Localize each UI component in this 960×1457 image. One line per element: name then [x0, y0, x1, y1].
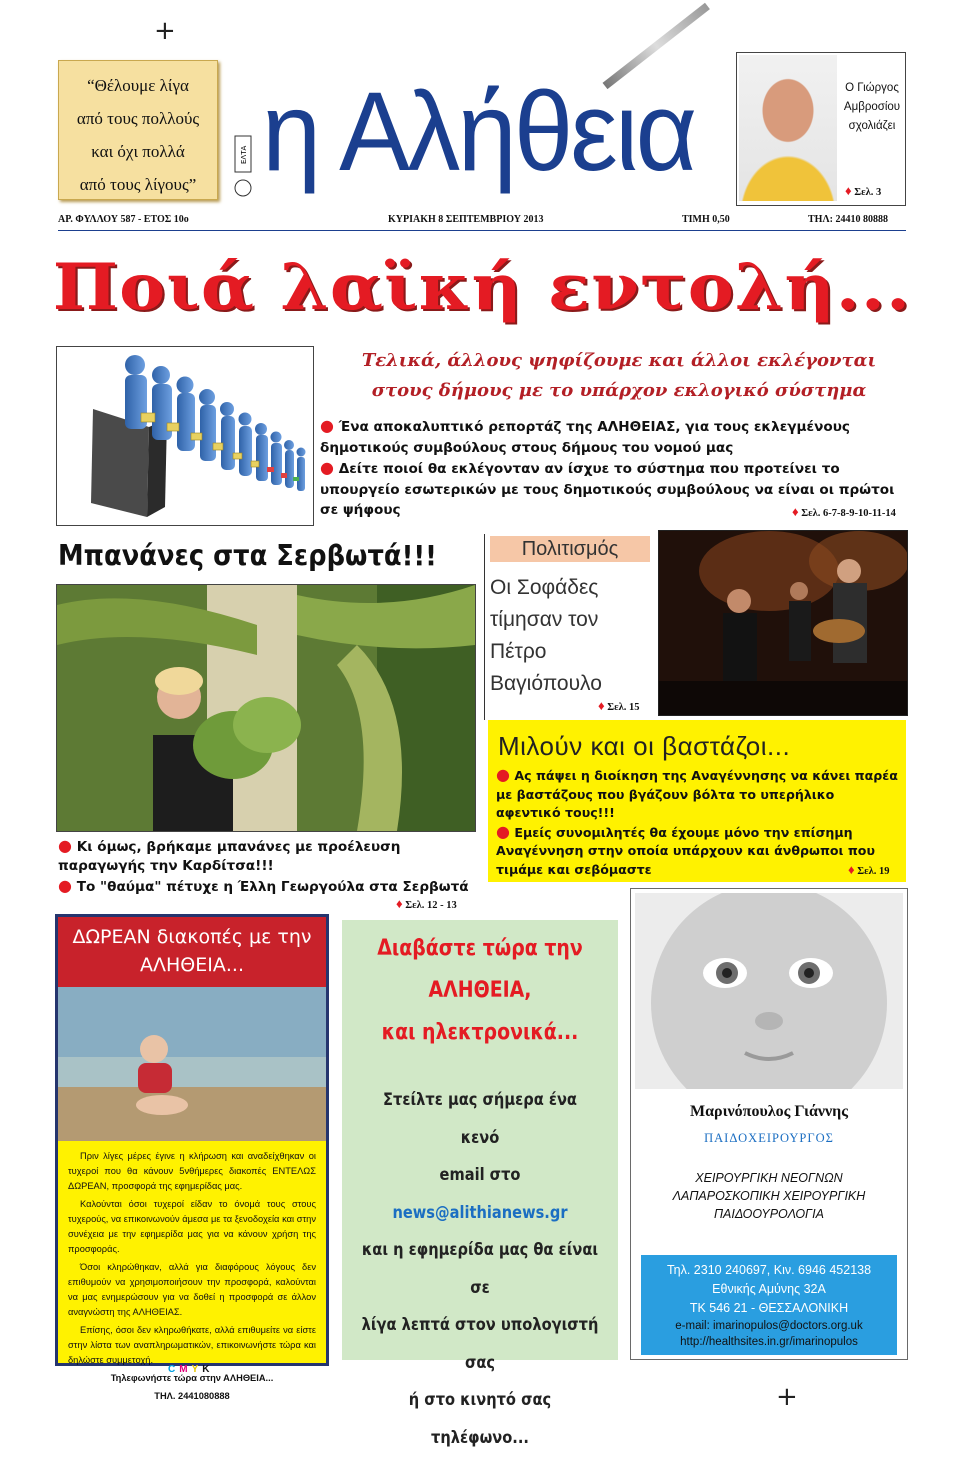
- culture-headline[interactable]: [490, 572, 660, 700]
- bullet-icon: ●: [496, 765, 510, 784]
- bullet-text: Κι όμως, βρήκαμε μπανάνες με προέλευση παραγωγής την Καρδίτσα!!!: [58, 839, 401, 874]
- voters-illustration: [56, 346, 314, 526]
- culture-page-ref[interactable]: [598, 698, 640, 714]
- columnist-page-ref: [845, 183, 881, 199]
- banana-photo: [56, 584, 476, 832]
- diamond-icon: ♦: [792, 504, 799, 519]
- doctor-website[interactable]: http://healthsites.in.gr/imarinopulos: [680, 1336, 858, 1348]
- text-line: και η εφημερίδα μας θα είναι σε: [361, 1240, 599, 1298]
- lead-subheadline: [330, 346, 908, 406]
- postal-stamp-icon: [232, 128, 254, 208]
- page-number: Σελ. 12 - 13: [405, 900, 457, 911]
- specialty: ΧΕΙΡΟΥΡΓΙΚΗ ΝΕΟΓΝΩΝ: [695, 1171, 843, 1185]
- quote-line: “Θέλουμε λίγα: [87, 76, 189, 95]
- porters-bullets: [496, 766, 900, 879]
- issue-price: ΤΙΜΗ 0,50: [682, 214, 730, 225]
- doctor-city: ΤΚ 546 21 - ΘΕΣΣΑΛΟΝΙΚΗ: [689, 1301, 849, 1315]
- text-line: Στείλτε μας σήμερα ένα κενό: [383, 1090, 577, 1148]
- free-vacations-text: [58, 1141, 326, 1401]
- list-item: [58, 836, 478, 876]
- diamond-icon: ♦: [848, 862, 855, 877]
- bullet-text: Ένα αποκαλυπτικό ρεπορτάζ της ΑΛΗΘΕΙΑΣ, για τους εκλεγμένους δημοτικούς συμβούλους στους δήμους του νομού μας: [320, 419, 850, 456]
- quote-line: από τους πολλούς: [76, 109, 200, 128]
- bullet-text: Ας πάψει η διοίκηση της Αναγέννησης να κάνει παρέα με βαστάζους που βγάζουν βόλτα το υπερήλικο αφεντικό τους!!!: [496, 768, 898, 820]
- bullet-icon: ●: [320, 458, 334, 477]
- column-divider: [484, 534, 485, 720]
- porters-headline[interactable]: Μιλούν και οι βαστάζοι...: [498, 731, 791, 761]
- beach-child-photo: [58, 987, 326, 1141]
- quote-box: [58, 60, 218, 200]
- culture-section-tag[interactable]: Πολιτισμός: [490, 536, 650, 562]
- bullet-icon: ●: [58, 836, 72, 855]
- bullet-icon: ●: [496, 821, 510, 841]
- cmyk-marks: [168, 1364, 213, 1375]
- culture-line: Βαγιόπουλο: [490, 672, 602, 695]
- subheadline-line: Τελικά, άλλους ψηφίζουμε και άλλοι εκλέγονται: [361, 350, 877, 371]
- banana-page-ref[interactable]: [396, 896, 457, 912]
- doctor-specialties: [631, 1169, 907, 1223]
- list-item: [496, 766, 900, 823]
- list-item: [58, 876, 478, 897]
- banana-headline[interactable]: Μπανάνες στα Σερβωτά!!!: [58, 539, 437, 572]
- cmyk-letter: Y: [191, 1364, 203, 1375]
- bullet-text: Δείτε ποιοί θα εκλέγονταν αν ίσχυε το σύστημα που προτείνει το υπουργείο εσωτερικών με τους δημοτικούς συμβούλους να είναι οι πρώτοι σε ψήφους: [320, 461, 895, 518]
- doctor-address: Εθνικής Αμύνης 32Α: [712, 1282, 826, 1296]
- digital-edition-text: [361, 1082, 598, 1457]
- cmyk-letter: K: [202, 1364, 214, 1375]
- subheadline-line: στους δήμους με το υπάρχον εκλογικό σύστημα: [371, 380, 867, 401]
- diamond-icon: ♦: [845, 183, 852, 198]
- title-line: Διαβάστε τώρα την: [377, 936, 583, 961]
- list-item: [496, 823, 900, 880]
- email-link[interactable]: news@alithianews.gr: [392, 1202, 568, 1223]
- issue-date: ΚΥΡΙΑΚΗ 8 ΣΕΠΤΕΜΒΡΙΟΥ 2013: [388, 214, 544, 225]
- title-line: ΑΛΗΘΕΙΑ,: [428, 978, 532, 1003]
- cmyk-letter: C: [168, 1364, 180, 1375]
- specialty: ΠΑΙΔΟΟΥΡΟΛΟΓΙΑ: [714, 1207, 824, 1221]
- doctor-role: ΠΑΙΔΟΧΕΙΡΟΥΡΓΟΣ: [704, 1131, 834, 1145]
- specialty: ΛΑΠΑΡΟΣΚΟΠΙΚΗ ΧΕΙΡΟΥΡΓΙΚΗ: [672, 1189, 866, 1203]
- paragraph: Όσοι κληρώθηκαν, αλλά για διαφόρους λόγους δεν επιθυμούν να χρησιμοποιήσουν την προσφορά, καλούνται να μας ενημερώσουν για να δοθεί η προσφορά σε άλλον αναγνώστη της ΑΛΗΘΕΙΑΣ.: [68, 1262, 316, 1317]
- phone-number[interactable]: ΤΗΛ. 2441080888: [154, 1391, 230, 1401]
- crop-mark: +: [154, 16, 176, 46]
- columnist-line: Αμβροσίου: [843, 101, 901, 113]
- text-line: λίγα λεπτά στον υπολογιστή σας: [361, 1315, 599, 1373]
- diamond-icon: ♦: [396, 896, 403, 911]
- call-to-action: Τηλεφωνήστε τώρα στην ΑΛΗΘΕΙΑ...: [110, 1373, 274, 1383]
- bullet-icon: ●: [320, 416, 334, 435]
- doctor-email[interactable]: e-mail: imarinopulos@doctors.org.uk: [675, 1320, 863, 1332]
- bullet-text: Το "θαύμα" πέτυχε η Έλλη Γεωργούλα στα Σερβωτά: [76, 879, 469, 895]
- columnist-box[interactable]: [736, 52, 906, 206]
- baby-photo: [635, 893, 903, 1089]
- digital-edition-title: [361, 928, 598, 1054]
- page-number: Σελ. 3: [854, 187, 882, 198]
- columnist-line: σχολιάζει: [848, 120, 896, 132]
- doctor-phones[interactable]: Τηλ. 2310 240697, Κιν. 6946 452138: [666, 1263, 872, 1277]
- crop-mark: +: [776, 1382, 798, 1412]
- bullet-icon: ●: [58, 876, 72, 895]
- free-vacations-title[interactable]: ΔΩΡΕΑΝ διακοπές με την ΑΛΗΘΕΙΑ...: [58, 917, 326, 987]
- columnist-photo: [739, 55, 837, 201]
- issue-number: ΑΡ. ΦΥΛΛΟΥ 587 - ΕΤΟΣ 10ο: [58, 214, 189, 225]
- quote-line: και όχι πολλά: [91, 142, 185, 161]
- text-line: [361, 1157, 598, 1232]
- culture-line: τίμησαν τον: [490, 608, 599, 631]
- culture-line: Οι Σοφάδες: [490, 576, 599, 599]
- paragraph: Καλούνται όσοι τυχεροί είδαν το όνομά τους στους τυχερούς, να επικοινωνούν άμεσα με τα ξενοδοχεία και στην συνέχεια με την εφημερίδα μας για να κάνουν χρήση της προσφοράς.: [68, 1199, 316, 1254]
- text-fragment: email στο: [439, 1165, 521, 1185]
- banana-bullets: [58, 836, 478, 897]
- title-line: και ηλεκτρονικά...: [381, 1020, 579, 1045]
- free-vacations-box: [55, 914, 329, 1401]
- issue-phone: ΤΗΛ: 24410 80888: [808, 214, 888, 225]
- porters-page-ref[interactable]: [848, 862, 890, 878]
- culture-line: Πέτρο: [490, 640, 547, 663]
- page-number: Σελ. 19: [857, 866, 890, 877]
- paragraph: Επίσης, όσοι δεν κληρωθήκατε, αλλά επιθυμείτε να είστε στην λίστα των αναπληρωματικών, επικοινωνήστε τώρα και δηλώστε συμμετοχή.: [68, 1325, 316, 1365]
- lead-page-ref[interactable]: [792, 504, 896, 520]
- list-item: [320, 416, 910, 458]
- columnist-line: Ο Γιώργος: [845, 82, 899, 94]
- doctor-contact: [641, 1255, 897, 1355]
- doctor-name: Μαρινόπουλος Γιάννης: [689, 1103, 849, 1120]
- page-number: Σελ. 15: [607, 702, 640, 713]
- stamp-label: ΕΛΤΑ: [240, 145, 248, 164]
- diamond-icon: ♦: [598, 698, 605, 713]
- header-rule: [58, 230, 906, 231]
- concert-photo: [658, 530, 908, 716]
- paragraph: Πριν λίγες μέρες έγινε η κλήρωση και αναδείχθηκαν οι τυχεροί που θα κάνουν 5νθήμερες διακοπές ΕΝΤΕΛΩΣ ΔΩΡΕΑΝ, προσφορά της εφημερίδας μας.: [68, 1151, 316, 1191]
- quote-line: από τους λίγους”: [79, 175, 197, 194]
- main-headline[interactable]: Ποιά λαϊκή εντολή...: [52, 250, 912, 325]
- doctor-advert: [630, 888, 908, 1360]
- page-number: Σελ. 6-7-8-9-10-11-14: [801, 508, 896, 519]
- cmyk-letter: M: [179, 1364, 192, 1375]
- masthead-logo[interactable]: η Αλήθεια: [262, 69, 695, 194]
- bullet-text: Εμείς συνομιλητές θα έχουμε μόνο την επίσημη Αναγέννηση στην οποία υπάρχουν και άνθρωποι που τιμάμε και σεβόμαστε: [496, 824, 875, 877]
- columnist-caption: [841, 79, 903, 136]
- text-line: ή στο κινητό σας τηλέφωνο...: [408, 1390, 552, 1448]
